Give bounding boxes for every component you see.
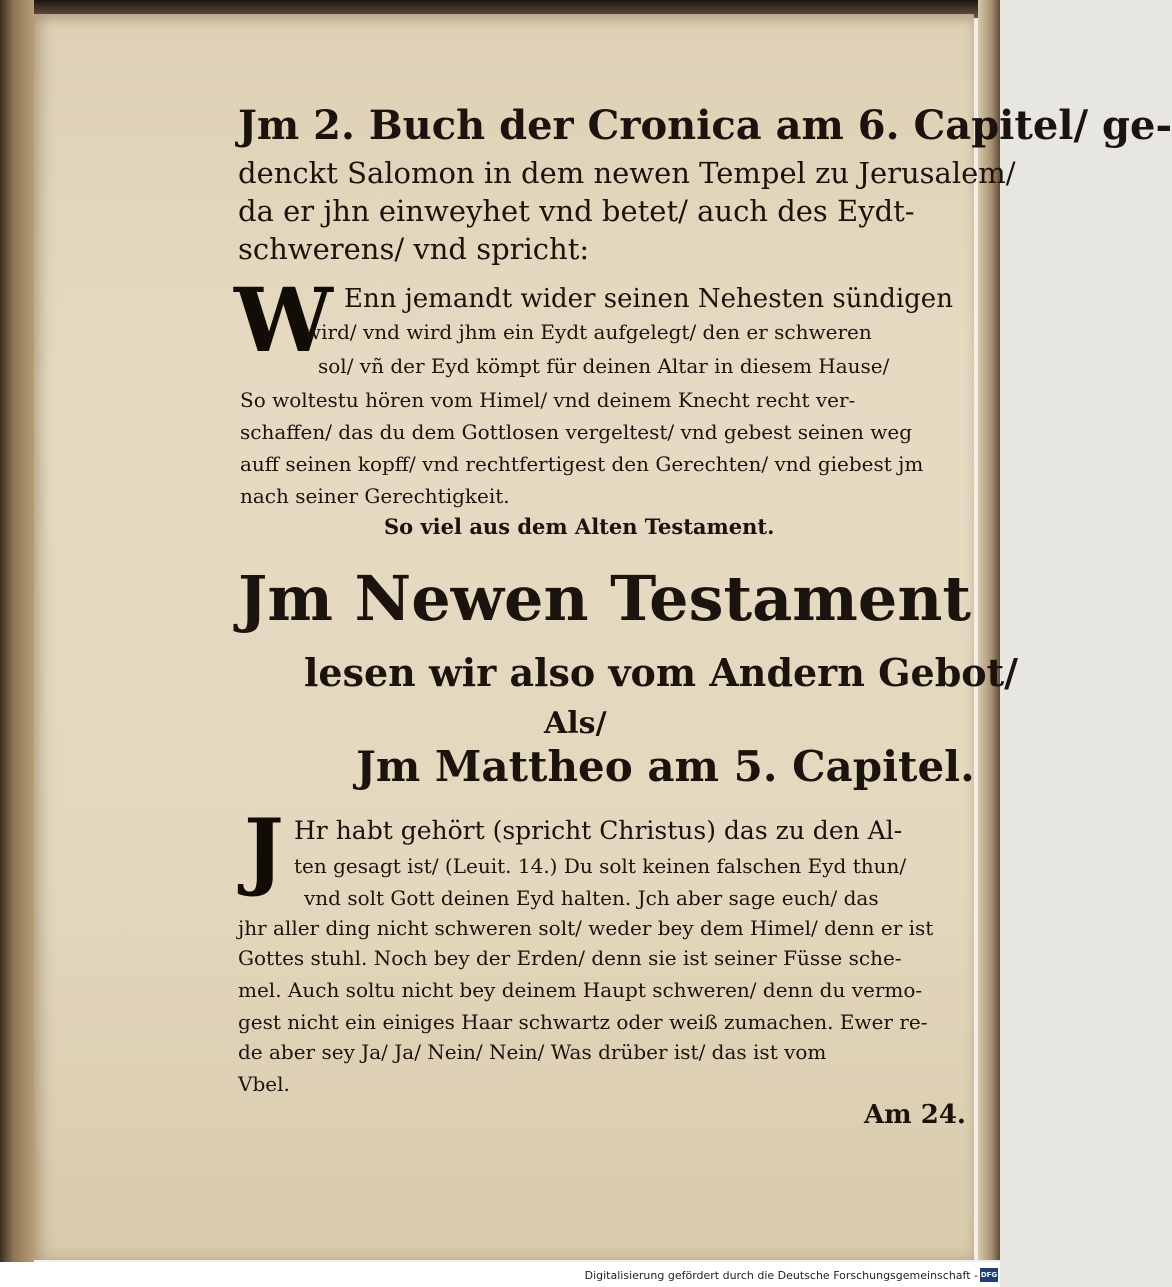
book-page bbox=[34, 14, 1172, 1260]
section-subtitle: lesen wir also vom Andern Gebot/ bbox=[304, 650, 1019, 695]
body-line: mel. Auch soltu nicht bey deinem Haupt schweren/ denn du vermo- bbox=[238, 978, 923, 1002]
body-line: sol/ vñ der Eyd kömpt für deinen Altar in diesem Hause/ bbox=[318, 354, 890, 378]
drop-capital-j: J bbox=[244, 800, 284, 899]
body-line: Enn jemandt wider seinen Nehesten sündigen bbox=[344, 284, 953, 314]
catchword: Am 24. bbox=[864, 1100, 966, 1130]
section-title: Jm Newen Testament bbox=[238, 562, 972, 635]
body-line: nach seiner Gerechtigkeit. bbox=[240, 484, 510, 508]
heading-line-1: Jm 2. Buch der Cronica am 6. Capitel/ ge- bbox=[238, 102, 1172, 149]
drop-capital-w: W bbox=[234, 268, 333, 372]
body-line: vnd solt Gott deinen Eyd halten. Jch aber sage euch/ das bbox=[304, 886, 879, 910]
body-line: ten gesagt ist/ (Leuit. 14.) Du solt keinen falschen Eyd thun/ bbox=[294, 854, 907, 878]
body-line: jhr aller ding nicht schweren solt/ weder bey dem Himel/ denn er ist bbox=[238, 916, 934, 940]
heading-line-2: denckt Salomon in dem newen Tempel zu Jerusalem/ bbox=[238, 156, 1016, 190]
section-closing: So viel aus dem Alten Testament. bbox=[384, 514, 775, 539]
body-line: Gottes stuhl. Noch bey der Erden/ denn sie ist seiner Füsse sche- bbox=[238, 946, 902, 970]
heading-line-4: schwerens/ vnd spricht: bbox=[238, 232, 590, 266]
body-line: auff seinen kopff/ vnd rechtfertigest den Gerechten/ vnd giebest jm bbox=[240, 452, 924, 476]
heading-line-3: da er jhn einweyhet vnd betet/ auch des Eydt- bbox=[238, 194, 915, 228]
body-line: So woltestu hören vom Himel/ vnd deinem Knecht recht ver- bbox=[240, 388, 856, 412]
body-line: gest nicht ein einiges Haar schwartz oder weiß zumachen. Ewer re- bbox=[238, 1010, 928, 1034]
book-binding-edge bbox=[0, 0, 34, 1270]
chapter-heading: Jm Mattheo am 5. Capitel. bbox=[356, 742, 975, 791]
body-line: wird/ vnd wird jhm ein Eydt aufgelegt/ den er schweren bbox=[304, 320, 872, 344]
dfg-logo-icon: DFG bbox=[980, 1268, 998, 1282]
body-line: Vbel. bbox=[238, 1072, 290, 1096]
body-line: de aber sey Ja/ Ja/ Nein/ Nein/ Was drüber ist/ das ist vom bbox=[238, 1040, 827, 1064]
funding-credit: Digitalisierung gefördert durch die Deutsche Forschungsgemeinschaft - bbox=[584, 1269, 978, 1282]
body-line: schaffen/ das du dem Gottlosen vergeltest/ vnd gebest seinen weg bbox=[240, 420, 912, 444]
body-line: Hr habt gehört (spricht Christus) das zu den Al- bbox=[294, 816, 903, 845]
als-line: Als/ bbox=[544, 706, 607, 741]
